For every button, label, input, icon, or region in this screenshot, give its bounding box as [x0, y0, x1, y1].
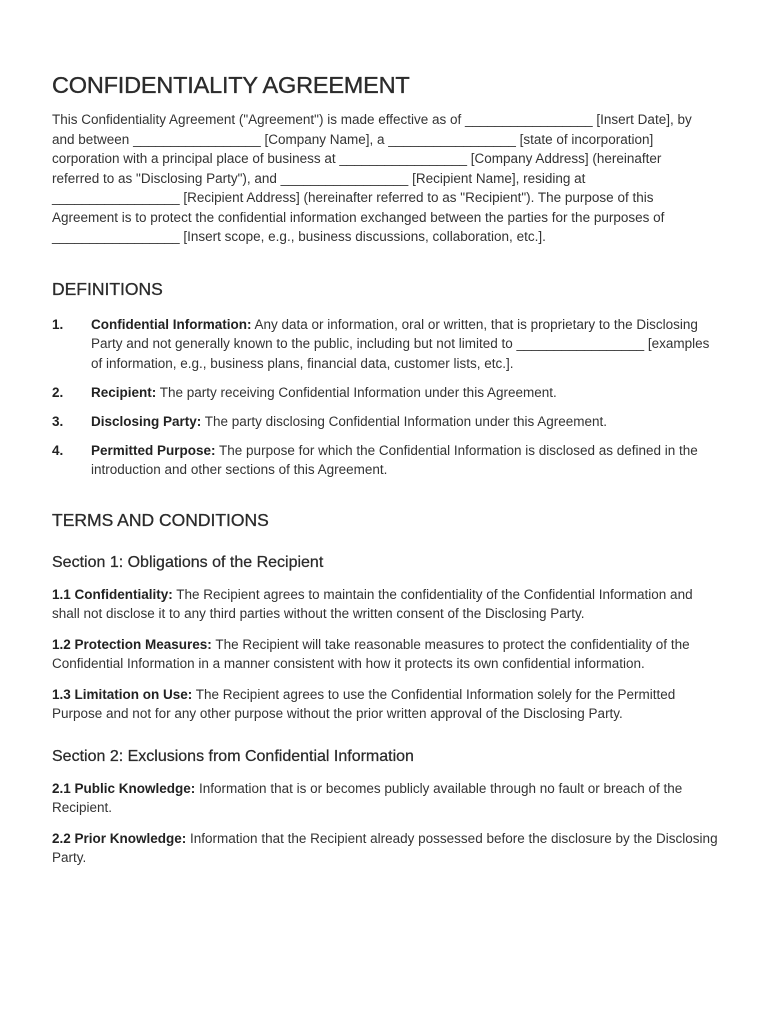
definitions-list: [52, 315, 716, 480]
clause-label: 1.3 Limitation on Use:: [52, 686, 193, 702]
clause-2-1: [52, 779, 718, 818]
clause-text: The Recipient agrees to use the Confidential Information solely for the Permitted Purpose and not for any other purpose without the prior written approval of the Disclosing Party.: [52, 686, 676, 721]
clause-text: Information that is or becomes publicly available through no fault or breach of the Recipient.: [52, 780, 683, 815]
definition-item: [52, 315, 716, 374]
document-title: CONFIDENTIALITY AGREEMENT: [52, 72, 410, 98]
terms-heading: TERMS AND CONDITIONS: [52, 509, 269, 530]
definition-number: 4.: [52, 442, 64, 458]
definition-number: 1.: [52, 316, 64, 332]
section-1-heading: Section 1: Obligations of the Recipient: [52, 553, 324, 571]
definition-term: Recipient:: [91, 384, 157, 400]
definition-text: The purpose for which the Confidential Information is disclosed as defined in the introduction and other sections of this Agreement.: [91, 442, 698, 477]
definition-term: Confidential Information:: [91, 316, 252, 332]
definition-item: [52, 441, 716, 480]
definition-text: The party disclosing Confidential Information under this Agreement.: [201, 413, 608, 429]
definition-text: The party receiving Confidential Information under this Agreement.: [156, 384, 557, 400]
definition-number: 2.: [52, 384, 64, 400]
clause-text: The Recipient will take reasonable measures to protect the confidentiality of the Confidential Information in a manner consistent with how it protects its own confidential information.: [52, 636, 690, 671]
clause-label: 1.2 Protection Measures:: [52, 636, 212, 652]
section-2-heading: Section 2: Exclusions from Confidential Information: [52, 747, 414, 765]
intro-paragraph: This Confidentiality Agreement ("Agreement") is made effective as of _________________ [Insert Date], by and between _________________ [Company Name], a _________________ [state of incorporation] corporation with a principal place of business at _________________ [Company Address] (hereinafter referred to as "Disclosing Party"), and _________________ [Recipient Name], residing at _________________ [Recipient Address] (hereinafter referred to as "Recipient"). The purpose of this Agreement is to protect the confidential information exchanged between the parties for the purposes of _________________ [Insert scope, e.g., business discussions, collaboration, etc.].: [52, 112, 692, 244]
definition-item: [52, 383, 716, 403]
clause-2-2: [52, 829, 718, 868]
definitions-heading: DEFINITIONS: [52, 278, 163, 299]
clause-label: 2.2 Prior Knowledge:: [52, 830, 187, 846]
definition-text: Any data or information, oral or written, that is proprietary to the Disclosing Party and not generally known to the public, including but not limited to _________________ [examples of information, e.g., business plans, financial data, customer lists, etc.].: [91, 316, 710, 371]
clause-text: The Recipient agrees to maintain the confidentiality of the Confidential Information and shall not disclose it to any third parties without the written consent of the Disclosing Party.: [52, 586, 693, 621]
definition-term: Permitted Purpose:: [91, 442, 216, 458]
definition-number: 3.: [52, 413, 64, 429]
clause-1-3: [52, 685, 718, 724]
clause-text: Information that the Recipient already possessed before the disclosure by the Disclosing Party.: [52, 830, 718, 865]
clause-1-1: [52, 585, 718, 624]
clause-label: 1.1 Confidentiality:: [52, 586, 173, 602]
definition-term: Disclosing Party:: [91, 413, 202, 429]
definition-item: [52, 412, 716, 432]
clause-label: 2.1 Public Knowledge:: [52, 780, 196, 796]
clause-1-2: [52, 635, 718, 674]
